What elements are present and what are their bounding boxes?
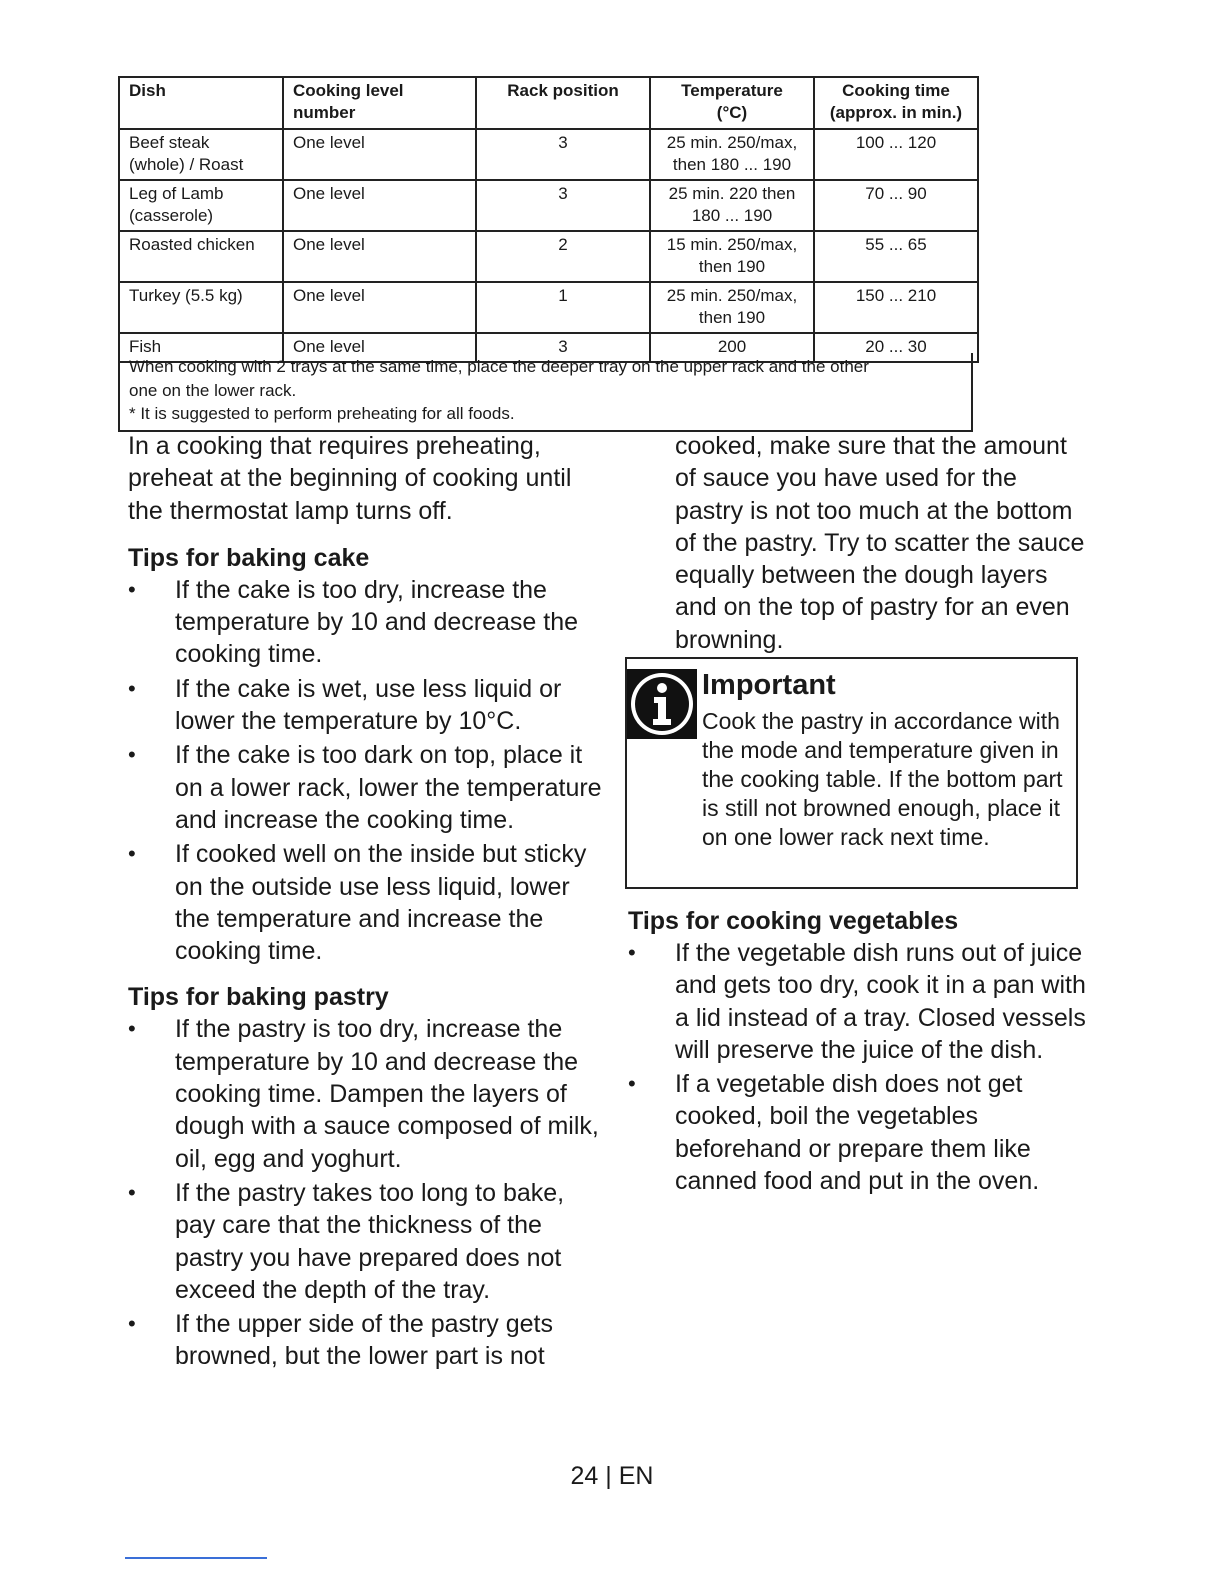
cooking-table <box>118 76 979 363</box>
table-row <box>119 129 978 180</box>
note-line: When cooking with 2 trays at the same time, place the deeper tray on the upper rack and the other <box>129 357 869 376</box>
cell-dish: Turkey (5.5 kg) <box>119 282 283 333</box>
list-item: • If the pastry takes too long to bake, pay care that the thickness of the pastry you have prepared does not exceed the depth of the tray. <box>128 1177 608 1306</box>
cell-rack: 1 <box>476 282 650 333</box>
list-item: • If the upper side of the pastry gets browned, but the lower part is not <box>128 1308 608 1373</box>
cell-rack: 3 <box>476 180 650 231</box>
cell-rack: 2 <box>476 231 650 282</box>
table-header-row <box>119 77 978 129</box>
table-row <box>119 231 978 282</box>
header-dish: Dish <box>119 77 283 129</box>
cell-dish: Fish <box>119 333 283 362</box>
important-text: Cook the pastry in accordance with the mode and temperature given in the cooking table. If the bottom part is still not browned enough, place it on one lower rack next time. <box>702 708 1063 850</box>
header-temperature: Temperature (°C) <box>650 77 814 129</box>
cell-level: One level <box>283 129 476 180</box>
page-number: 24 | EN <box>570 1462 654 1490</box>
cake-tips-list <box>128 574 608 968</box>
header-cooking-time: Cooking time (approx. in min.) <box>814 77 978 129</box>
cell-time: 70 ... 90 <box>814 180 978 231</box>
cell-time: 100 ... 120 <box>814 129 978 180</box>
pastry-tips-heading: Tips for baking pastry <box>128 983 389 1012</box>
vegetable-tips-list <box>628 937 1088 1197</box>
bottom-divider <box>125 1557 267 1559</box>
table-row <box>119 180 978 231</box>
cell-level: One level <box>283 282 476 333</box>
list-item: • If the pastry is too dry, increase the temperature by 10 and decrease the cooking time. Dampen the layers of dough with a sauce composed of milk, oil, egg and yoghurt. <box>128 1013 608 1174</box>
header-rack-position: Rack position <box>476 77 650 129</box>
cell-level: One level <box>283 231 476 282</box>
preheating-paragraph: In a cooking that requires preheating, preheat at the beginning of cooking until the thermostat lamp turns off. <box>128 432 572 525</box>
header-cooking-level: Cooking level number <box>283 77 476 129</box>
right-column-top <box>675 430 1085 656</box>
cell-level: One level <box>283 333 476 362</box>
important-title: Important <box>702 669 836 701</box>
cell-dish: Leg of Lamb (casserole) <box>119 180 283 231</box>
vegetable-tips-heading: Tips for cooking vegetables <box>628 907 959 935</box>
cake-tips-heading: Tips for baking cake <box>128 543 370 572</box>
cell-temperature: 25 min. 220 then 180 ... 190 <box>650 180 814 231</box>
left-column <box>128 430 608 1375</box>
important-notice <box>625 657 1078 889</box>
cell-temperature: 25 min. 250/max, then 180 ... 190 <box>650 129 814 180</box>
cell-rack: 3 <box>476 129 650 180</box>
list-item: • If a vegetable dish does not get cooked, boil the vegetables beforehand or prepare them like canned food and put in the oven. <box>628 1068 1088 1197</box>
note-line: one on the lower rack. <box>129 380 297 400</box>
list-item: • If the vegetable dish runs out of juice and gets too dry, cook it in a pan with a lid instead of a tray. Closed vessels will preserve the juice of the dish. <box>628 937 1088 1066</box>
cell-temperature: 25 min. 250/max, then 190 <box>650 282 814 333</box>
list-item: • If cooked well on the inside but sticky on the outside use less liquid, lower the temperature and increase the cooking time. <box>128 838 608 967</box>
cell-dish: Beef steak (whole) / Roast <box>119 129 283 180</box>
pastry-continuation-paragraph: cooked, make sure that the amount of sauce you have used for the pastry is not too much at the bottom of the pastry. Try to scatter the sauce equally between the dough layers and on the top of pastry for an even browning. <box>675 432 1085 654</box>
cell-time: 20 ... 30 <box>814 333 978 362</box>
list-item: • If the cake is wet, use less liquid or lower the temperature by 10°C. <box>128 673 608 738</box>
cell-temperature: 200 <box>650 333 814 362</box>
cell-time: 55 ... 65 <box>814 231 978 282</box>
list-item: • If the cake is too dry, increase the temperature by 10 and decrease the cooking time. <box>128 574 608 671</box>
table-note <box>118 353 973 432</box>
cell-temperature: 15 min. 250/max, then 190 <box>650 231 814 282</box>
note-line: * It is suggested to perform preheating for all foods. <box>129 404 515 423</box>
cell-dish: Roasted chicken <box>119 231 283 282</box>
right-column-bottom <box>628 905 1088 1199</box>
table-row <box>119 282 978 333</box>
cell-rack: 3 <box>476 333 650 362</box>
pastry-tips-list <box>128 1013 608 1372</box>
cell-time: 150 ... 210 <box>814 282 978 333</box>
cell-level: One level <box>283 180 476 231</box>
info-icon <box>627 669 697 739</box>
list-item: • If the cake is too dark on top, place it on a lower rack, lower the temperature and increase the cooking time. <box>128 739 608 836</box>
